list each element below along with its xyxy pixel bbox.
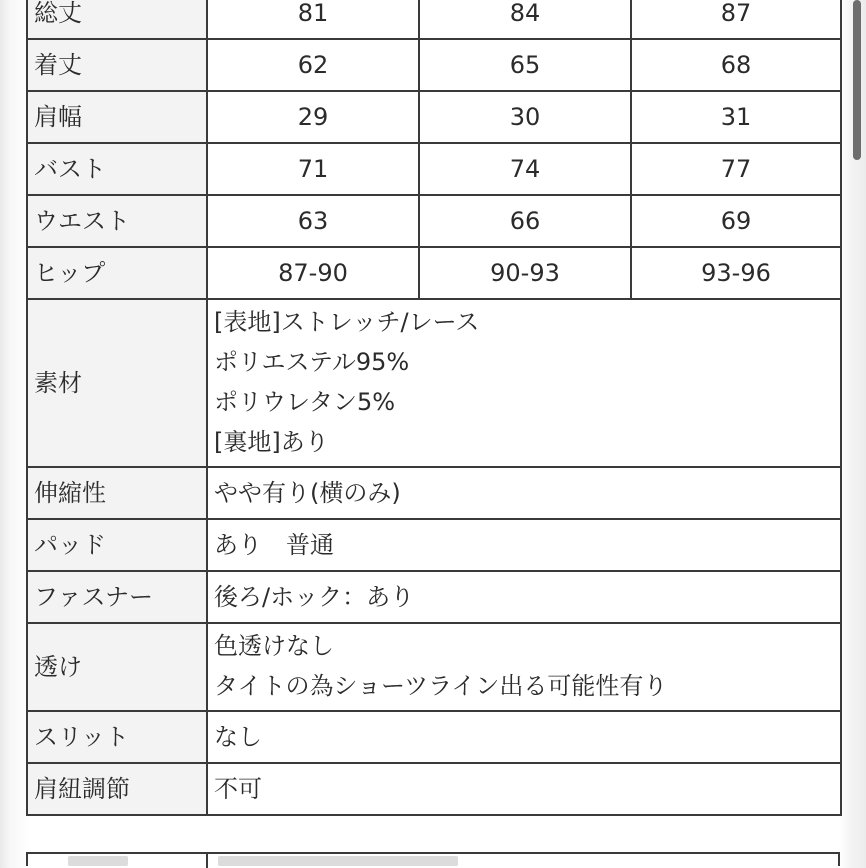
size-value: 93-96 bbox=[631, 247, 841, 299]
material-value bbox=[207, 299, 841, 467]
size-value: 69 bbox=[631, 195, 841, 247]
value-line: タイトの為ショーツライン出る可能性有り bbox=[214, 672, 668, 700]
row-label: 肩紐調節 bbox=[27, 763, 207, 815]
size-value: 68 bbox=[631, 39, 841, 91]
row-label: 総丈 bbox=[27, 0, 207, 39]
row-label: 着丈 bbox=[27, 39, 207, 91]
row-label: ウエスト bbox=[27, 195, 207, 247]
row-label: ヒップ bbox=[27, 247, 207, 299]
size-value: 29 bbox=[207, 91, 419, 143]
size-value: 77 bbox=[631, 143, 841, 195]
size-row-total-length bbox=[27, 0, 841, 39]
strap-adjust-value: 不可 bbox=[207, 763, 841, 815]
row-label: 肩幅 bbox=[27, 91, 207, 143]
size-value: 87 bbox=[631, 0, 841, 39]
size-value: 84 bbox=[419, 0, 631, 39]
size-value: 30 bbox=[419, 91, 631, 143]
row-label: 透け bbox=[27, 623, 207, 711]
vertical-scrollbar[interactable] bbox=[853, 0, 861, 160]
slit-value: なし bbox=[207, 711, 841, 763]
size-value: 31 bbox=[631, 91, 841, 143]
cut-off-value bbox=[218, 856, 458, 866]
size-value: 74 bbox=[419, 143, 631, 195]
size-value: 63 bbox=[207, 195, 419, 247]
size-value: 90-93 bbox=[419, 247, 631, 299]
product-spec-table bbox=[26, 0, 840, 816]
size-row-length bbox=[27, 39, 841, 91]
sheer-value bbox=[207, 623, 841, 711]
value-line: 色透けなし bbox=[214, 632, 334, 660]
row-label: バスト bbox=[27, 143, 207, 195]
cut-off-table-row bbox=[26, 852, 840, 866]
row-label: 素材 bbox=[27, 299, 207, 467]
size-value: 66 bbox=[419, 195, 631, 247]
spec-row-material bbox=[27, 299, 841, 467]
row-label: パッド bbox=[27, 519, 207, 571]
spec-row-strap-adjust bbox=[27, 763, 841, 815]
row-label: ファスナー bbox=[27, 571, 207, 623]
size-value: 65 bbox=[419, 39, 631, 91]
value-line: [表地]ストレッチ/レース bbox=[214, 308, 480, 336]
stretch-value: やや有り(横のみ) bbox=[207, 467, 841, 519]
cut-off-label bbox=[68, 856, 128, 866]
value-line: ポリウレタン5% bbox=[214, 388, 396, 416]
pad-value: あり 普通 bbox=[207, 519, 841, 571]
size-value: 87-90 bbox=[207, 247, 419, 299]
spec-row-stretch bbox=[27, 467, 841, 519]
row-label: 伸縮性 bbox=[27, 467, 207, 519]
size-value: 62 bbox=[207, 39, 419, 91]
spec-row-fastener bbox=[27, 571, 841, 623]
value-line: ポリエステル95% bbox=[214, 348, 410, 376]
size-value: 81 bbox=[207, 0, 419, 39]
spec-row-pad bbox=[27, 519, 841, 571]
spec-row-slit bbox=[27, 711, 841, 763]
spec-row-sheer bbox=[27, 623, 841, 711]
value-line: [裏地]あり bbox=[214, 428, 329, 456]
row-label: スリット bbox=[27, 711, 207, 763]
size-row-waist bbox=[27, 195, 841, 247]
size-row-bust bbox=[27, 143, 841, 195]
size-row-hip bbox=[27, 247, 841, 299]
size-row-shoulder bbox=[27, 91, 841, 143]
fastener-value: 後ろ/ホック：あり bbox=[207, 571, 841, 623]
size-value: 71 bbox=[207, 143, 419, 195]
